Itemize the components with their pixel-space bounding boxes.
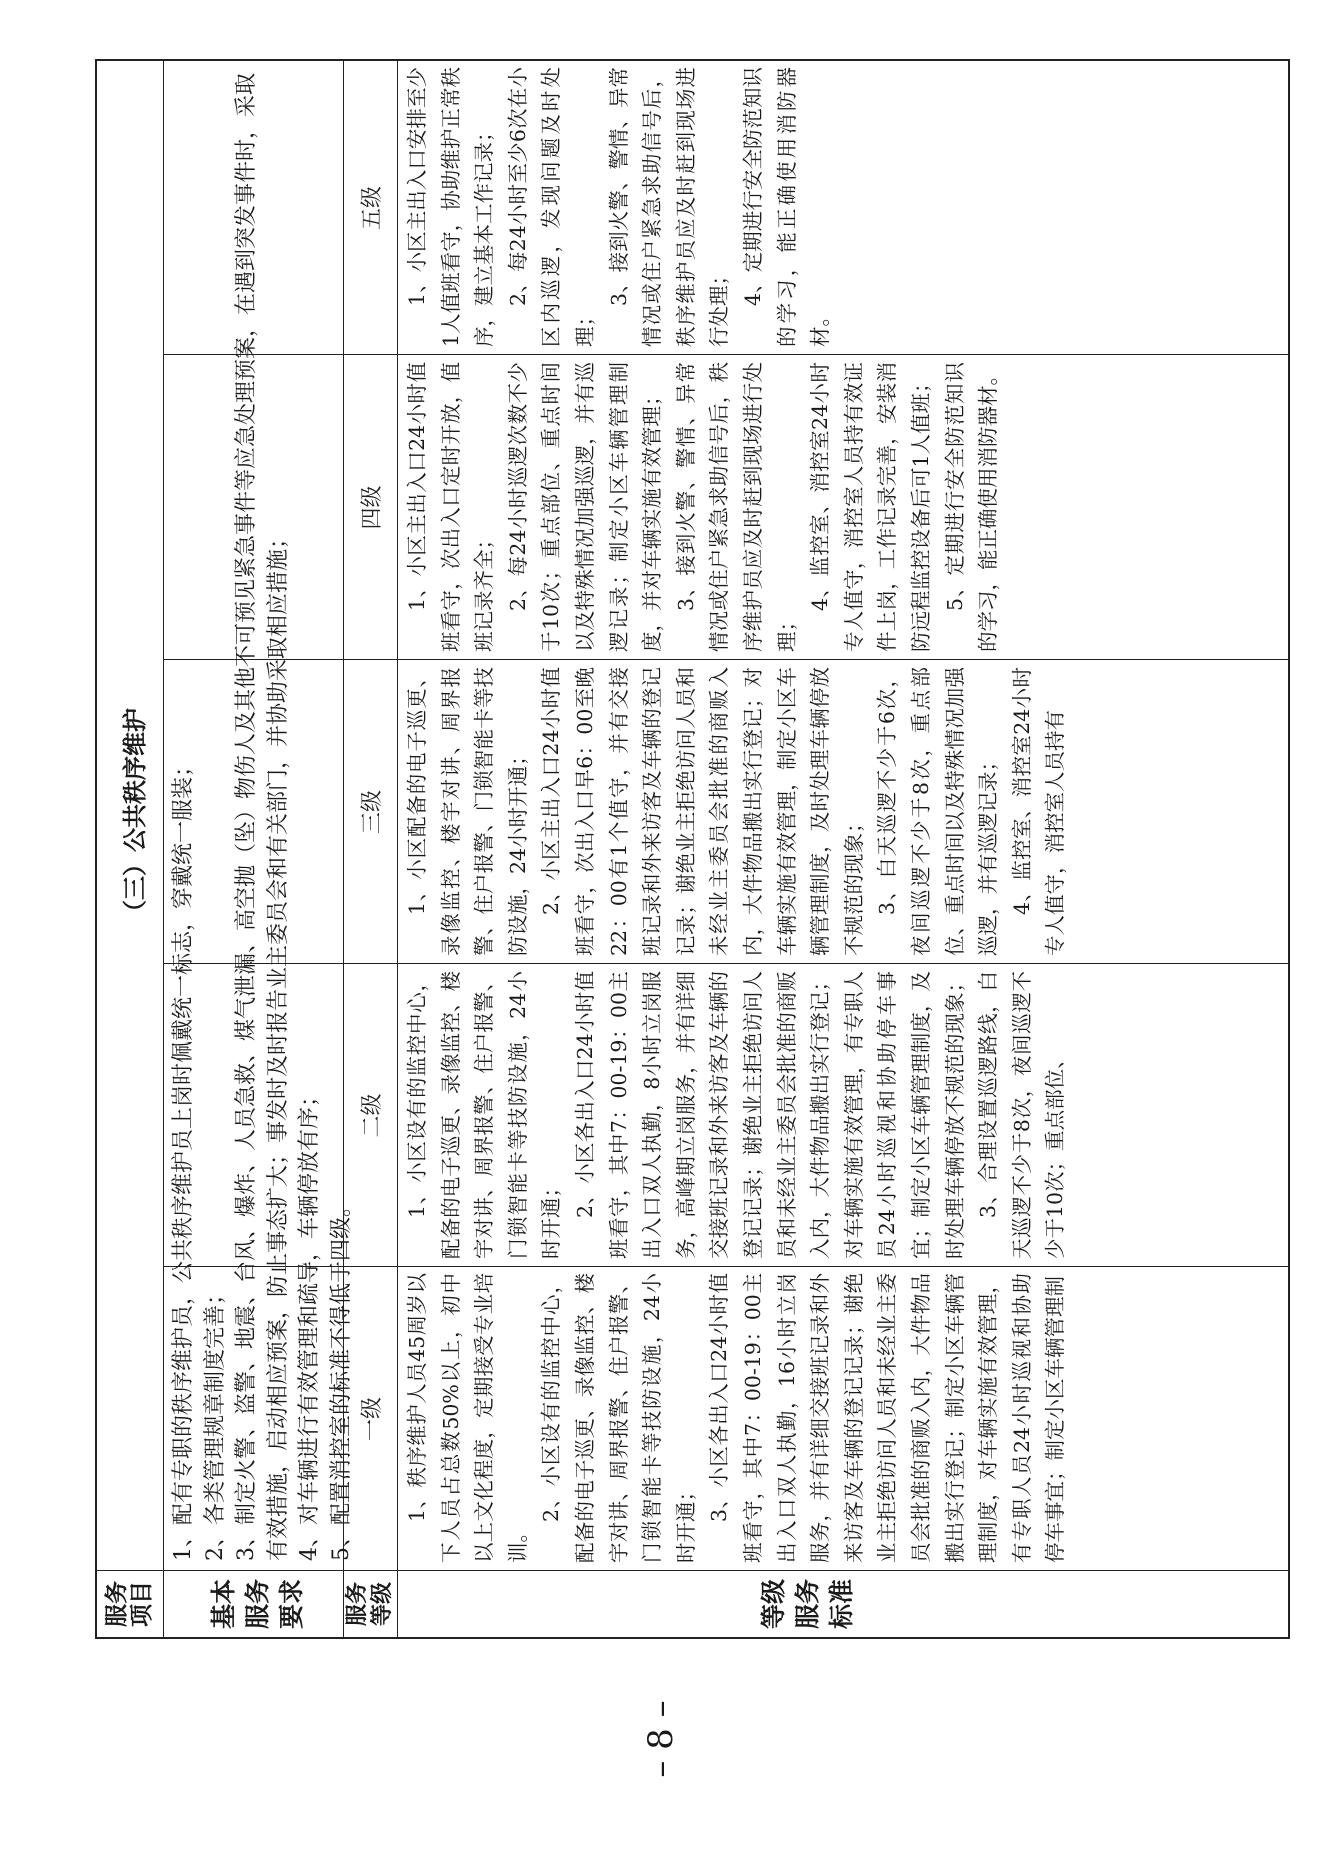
level-header-3: 三级 [360,790,385,835]
level-3-standards [401,667,1288,956]
basic-requirements [168,66,354,1561]
standard-paragraph: 1、小区配备的电子巡更、录像监控、楼宇对讲、周界报警、住户报警、门锁智能卡等技防设施，24小时开通； [405,667,530,956]
standard-paragraph: 4、监控室、消控室24小时专人值守，消控室人员持有 [1009,667,1068,956]
standard-paragraph: 1、小区设有的监控中心，配备的电子巡更、录像监控、楼宇对讲、周界报警、住户报警、门锁智能卡等技防设施，24小时开通； [405,971,564,1259]
standard-paragraph: 1、秩序维护人员45周岁以下人员占总数50%以上，初中以上文化程度，定期接受专业培训。 [405,1273,530,1563]
level-standards-label: 等级服务标准 [759,1578,856,1629]
level-5-standards [401,67,1288,347]
basic-requirements-label: 基本服务要求 [209,1578,306,1629]
service-table [95,59,1290,1639]
row-divider [163,61,164,1637]
standard-paragraph: 4、定期进行安全防范知识的学习，能正确使用消防器材。 [740,67,833,347]
level-2-standards [401,971,1288,1259]
requirement-line: 5、配置消控室的标准不得低于四级。 [328,1195,354,1561]
standard-paragraph: 2、每24小时巡逻次数不少于10次；重点部位、重点时间以及特殊情况加强巡逻，并有巡逻记录；制定小区车辆管理制度，并对车辆实施有效管理； [505,362,665,652]
requirement-line: 4、对车辆进行有效管理和疏导，车辆停放有序； [297,1085,322,1561]
level-4-standards [401,362,1288,652]
row-divider [397,61,398,1637]
requirement-line: 有效措施，启动相应预案，防止事态扩大；事发时及时报告业主委员会和有关部门，并协助采取相应措施； [265,526,291,1561]
section-title: （三）公共秩序维护 [121,708,149,924]
standard-paragraph: 1、小区主出入口安排至少1人值班看守，协助维护正常秩序，建立基本工作记录； [405,67,497,347]
level-1-standards [401,1273,1288,1563]
standard-paragraph: 3、接到火警、警情、异常情况或住户紧急求助信号后，秩序维护员应及时赶到现场进行处理； [673,362,799,652]
standard-paragraph: 3、小区各出入口24小时值班看守，其中7：00-19：00主出入口双人执勤，16小时立岗服务，并有详细交接班记录和外来访客及车辆的登记记录；谢绝业主拒绝访问人员和未经业主委员会批准的商贩入内，大件物品搬出实行登记；制定小区车辆管理制度，对车辆实施有效管理，有专职人员24小时巡视和协助停车事宜；制定小区车辆管理制 [707,1273,1068,1563]
standard-paragraph: 1、小区主出入口24小时值班看守，次出入口定时开放，值班记录齐全； [405,362,497,652]
level-header-1: 一级 [360,1397,385,1442]
page-number: – 8 – [641,1700,681,1778]
col-divider [97,1570,1288,1571]
requirement-line: 1、配有专职的秩序维护员，公共秩序维护员上岗时佩戴统一标志，穿戴统一服装； [171,755,196,1561]
level-header-4: 四级 [360,485,385,530]
service-item-label: 服务项目 [104,1581,155,1627]
level-header-5: 五级 [360,186,385,231]
service-level-label: 服务等级 [345,1582,395,1627]
standard-paragraph: 4、监控室、消控室24小时专人值守，消控室人员持有效证件上岗，工作记录完善，安装消防远程监控设备后可1人值班； [808,362,933,652]
requirement-line: 2、各类管理规章制度完善； [202,1283,228,1561]
requirement-line: 3、制定火警、盗警、地震、台风、爆炸、人员急救、煤气泄漏、高空抛（坠）物伤人及其他不可预见紧急事件等应急处理预案，在遇到突发事件时，采取 [234,72,259,1561]
standard-paragraph: 3、接到火警、警情、异常情况或住户紧急求助信号后，秩序维护员应及时赶到现场进行处理； [606,67,732,347]
standard-paragraph: 3、白天巡逻不少于6次，夜间巡逻不少于8次，重点部位、重点时间以及特殊情况加强巡逻，并有巡逻记录； [875,667,1001,956]
standard-paragraph: 2、小区各出入口24小时值班看守，其中7：00-19：00主出入口双人执勤，8小时立岗服务，高峰期立岗服务，并有详细交接班记录和外来访客及车辆的登记记录；谢绝业主拒绝访问人员和未经业主委员会批准的商贩入内，大件物品搬出实行登记；对车辆实施有效管理，有专职人员24小时巡视和协助停车事宜；制定小区车辆管理制度，及时处理车辆停放不规范的现象； [572,971,967,1259]
standard-paragraph: 2、小区主出入口24小时值班看守，次出入口早6：00至晚22：00有1个值守，并有交接班记录和外来访客及车辆的登记记录；谢绝业主拒绝访问人员和未经业主委员会批准的商贩入内，大件物品搬出实行登记；对车辆实施有效管理，制定小区车辆管理制度，及时处理车辆停放不规范的现象； [539,667,866,956]
level-header-2: 二级 [360,1093,385,1138]
standard-paragraph: 2、小区设有的监控中心，配备的电子巡更、录像监控、楼宇对讲、周界报警、住户报警、门锁智能卡等技防设施，24小时开通； [539,1273,698,1563]
standard-paragraph: 5、定期进行安全防范知识的学习，能正确使用消防器材。 [942,362,1001,652]
standard-paragraph: 3、合理设置巡逻路线，白天巡逻不少于8次，夜间巡逻不少于10次；重点部位、 [976,971,1068,1259]
standard-paragraph: 2、每24小时至少6次在小区内巡逻，发现问题及时处理； [505,67,597,347]
